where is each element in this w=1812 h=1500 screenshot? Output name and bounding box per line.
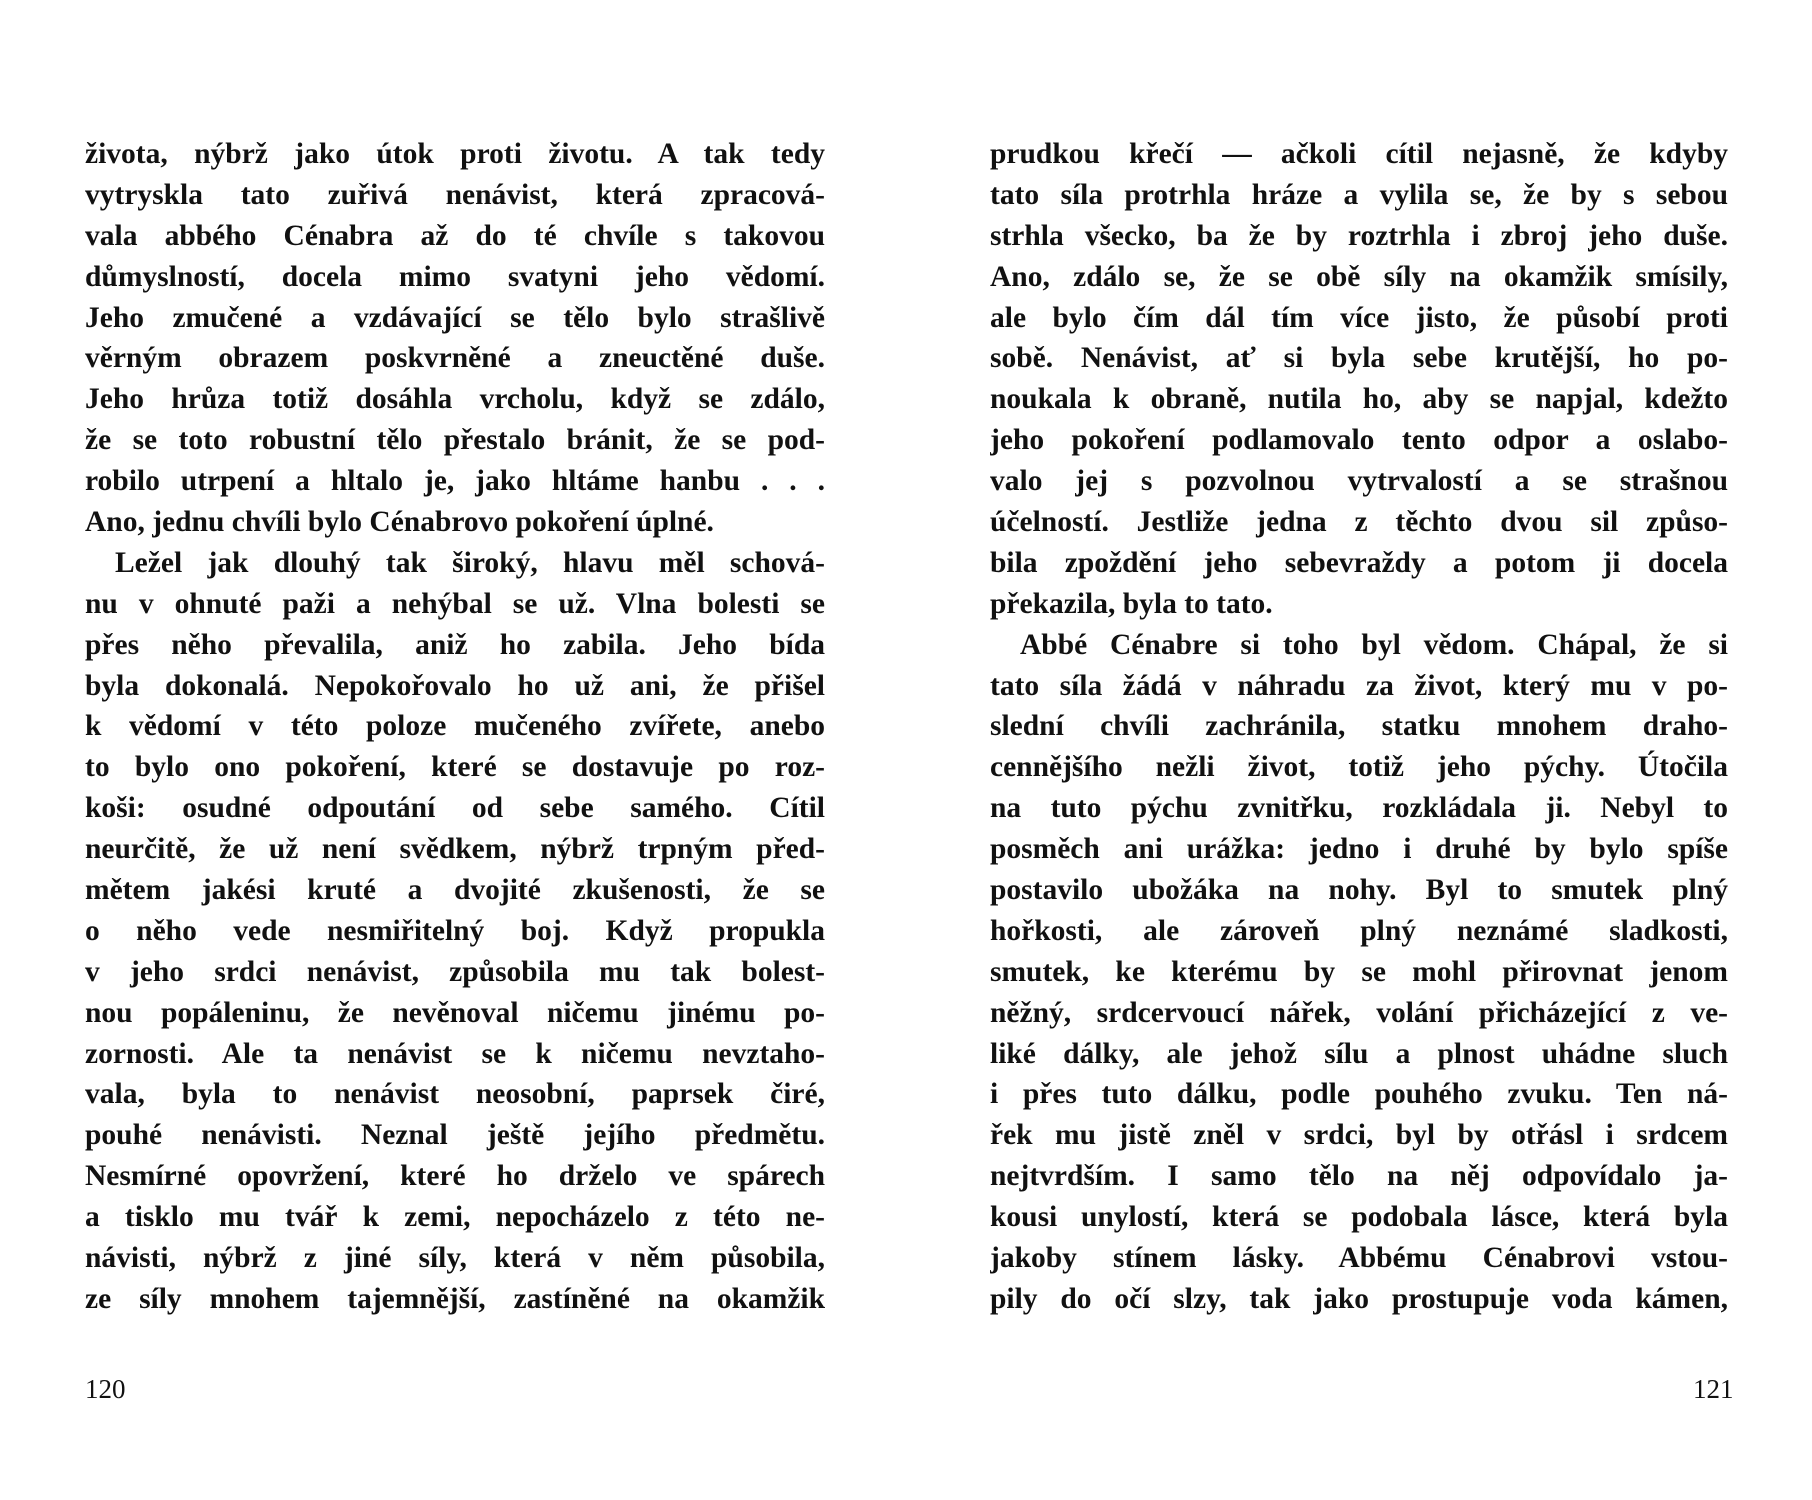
text-line: že se toto robustní tělo přestalo bránit, že se pod- [85,424,825,457]
paragraph [85,134,825,543]
text-line: překazila, byla to tato. [990,587,1273,620]
text-line: smutek, ke kterému by se mohl přirovnat jenom [990,955,1728,988]
paragraph [85,543,825,1320]
page-number-right: 121 [1693,1374,1734,1404]
right-page-body [990,134,1728,1320]
text-line: Ležel jak dlouhý tak široký, hlavu měl schová- [115,546,825,579]
text-line: v jeho srdci nenávist, způsobila mu tak bolest- [85,955,825,988]
text-line: postavilo ubožáka na nohy. Byl to smutek plný [990,874,1728,907]
text-line: přes něho převalila, aniž ho zabila. Jeho bída [85,628,825,661]
text-line: i přes tuto dálku, podle pouhého zvuku. Ten ná- [990,1078,1728,1111]
text-line: na tuto pýchu zvnitřku, rozkládala ji. Nebyl to [990,792,1728,825]
text-line: Ano, jednu chvíli bylo Cénabrovo pokoření úplné. [85,506,714,539]
text-line: posměch ani urážka: jedno i druhé by bylo spíše [990,833,1728,866]
page-number-left: 120 [85,1374,126,1404]
text-line: tato síla žádá v náhradu za život, který mu v po- [990,669,1728,702]
text-line: noukala k obraně, nutila ho, aby se napjal, kdežto [990,383,1728,416]
text-line: to bylo ono pokoření, které se dostavuje po roz- [85,751,825,784]
text-line: návisti, nýbrž z jiné síly, která v něm působila, [85,1242,825,1275]
text-line: cennějšího nežli život, totiž jeho pýchy. Útočila [990,751,1728,784]
text-line: ale bylo čím dál tím více jisto, že působí proti [990,301,1728,334]
text-line: života, nýbrž jako útok proti životu. A tak tedy [85,138,825,170]
text-line: jakoby stínem lásky. Abbému Cénabrovi vstou- [990,1242,1728,1275]
text-line: něžný, srdcervoucí nářek, volání přicházející z ve- [990,996,1728,1029]
text-line: důmyslností, docela mimo svatyni jeho vědomí. [85,260,825,293]
text-line: vala abbého Cénabra až do té chvíle s takovou [85,219,825,252]
text-line: neurčitě, že už není svědkem, nýbrž trpným před- [85,833,825,866]
text-line: pouhé nenávisti. Neznal ještě jejího předmětu. [85,1119,825,1152]
text-line: vytryskla tato zuřivá nenávist, která zpracová- [85,178,825,211]
text-line: bila zpoždění jeho sebevraždy a potom ji docela [990,546,1728,579]
text-line: strhla všecko, ba že by roztrhla i zbroj jeho duše. [990,219,1728,252]
text-line: slední chvíli zachránila, statku mnohem draho- [990,710,1728,743]
text-line: věrným obrazem poskvrněné a zneuctěné duše. [85,342,825,375]
text-line: nou popáleninu, že nevěnoval ničemu jinému po- [85,996,825,1029]
text-line: účelností. Jestliže jedna z těchto dvou sil způso- [990,506,1728,539]
text-line: Abbé Cénabre si toho byl vědom. Chápal, že si [1020,628,1728,661]
text-line: valo jej s pozvolnou vytrvalostí a se strašnou [990,465,1728,498]
text-line: Jeho hrůza totiž dosáhla vrcholu, když se zdálo, [85,383,825,416]
text-line: kousi unylostí, která se podobala lásce, která byla [990,1201,1728,1234]
text-line: nejtvrdším. I samo tělo na něj odpovídalo ja- [990,1160,1728,1193]
text-line: pily do očí slzy, tak jako prostupuje voda kámen, [990,1282,1728,1315]
text-line: koši: osudné odpoutání od sebe samého. Cítil [85,792,825,825]
text-line: hořkosti, ale zároveň plný neznámé sladkosti, [990,914,1728,947]
text-line: mětem jakési kruté a dvojité zkušenosti, že se [85,874,825,907]
text-line: k vědomí v této poloze mučeného zvířete, anebo [85,710,825,743]
paragraph [990,625,1728,1320]
text-line: jeho pokoření podlamovalo tento odpor a oslabo- [990,424,1728,457]
left-page-body [85,134,825,1320]
text-line: prudkou křečí — ačkoli cítil nejasně, že kdyby [990,138,1728,170]
text-line: a tisklo mu tvář k zemi, nepocházelo z této ne- [85,1201,825,1234]
text-line: Nesmírné opovržení, které ho drželo ve spárech [85,1160,825,1193]
text-line: zornosti. Ale ta nenávist se k ničemu nevztaho- [85,1037,825,1070]
text-line: nu v ohnuté paži a nehýbal se už. Vlna bolesti se [85,587,825,620]
text-line: tato síla protrhla hráze a vylila se, že by s sebou [990,178,1728,211]
text-line: liké dálky, ale jehož sílu a plnost uhádne sluch [990,1037,1728,1070]
text-line: byla dokonalá. Nepokořovalo ho už ani, že přišel [85,669,825,702]
paragraph [990,134,1728,625]
text-line: ze síly mnohem tajemnější, zastíněné na okamžik [85,1282,825,1315]
text-line: řek mu jistě zněl v srdci, byl by otřásl i srdcem [990,1119,1728,1152]
text-line: robilo utrpení a hltalo je, jako hltáme hanbu . . . [85,465,825,498]
text-line: o něho vede nesmiřitelný boj. Když propukla [85,914,825,947]
text-line: vala, byla to nenávist neosobní, paprsek čiré, [85,1078,825,1111]
text-line: Ano, zdálo se, že se obě síly na okamžik smísily, [990,260,1728,293]
text-line: sobě. Nenávist, ať si byla sebe krutější, ho po- [990,342,1728,375]
text-line: Jeho zmučené a vzdávající se tělo bylo strašlivě [85,301,825,334]
